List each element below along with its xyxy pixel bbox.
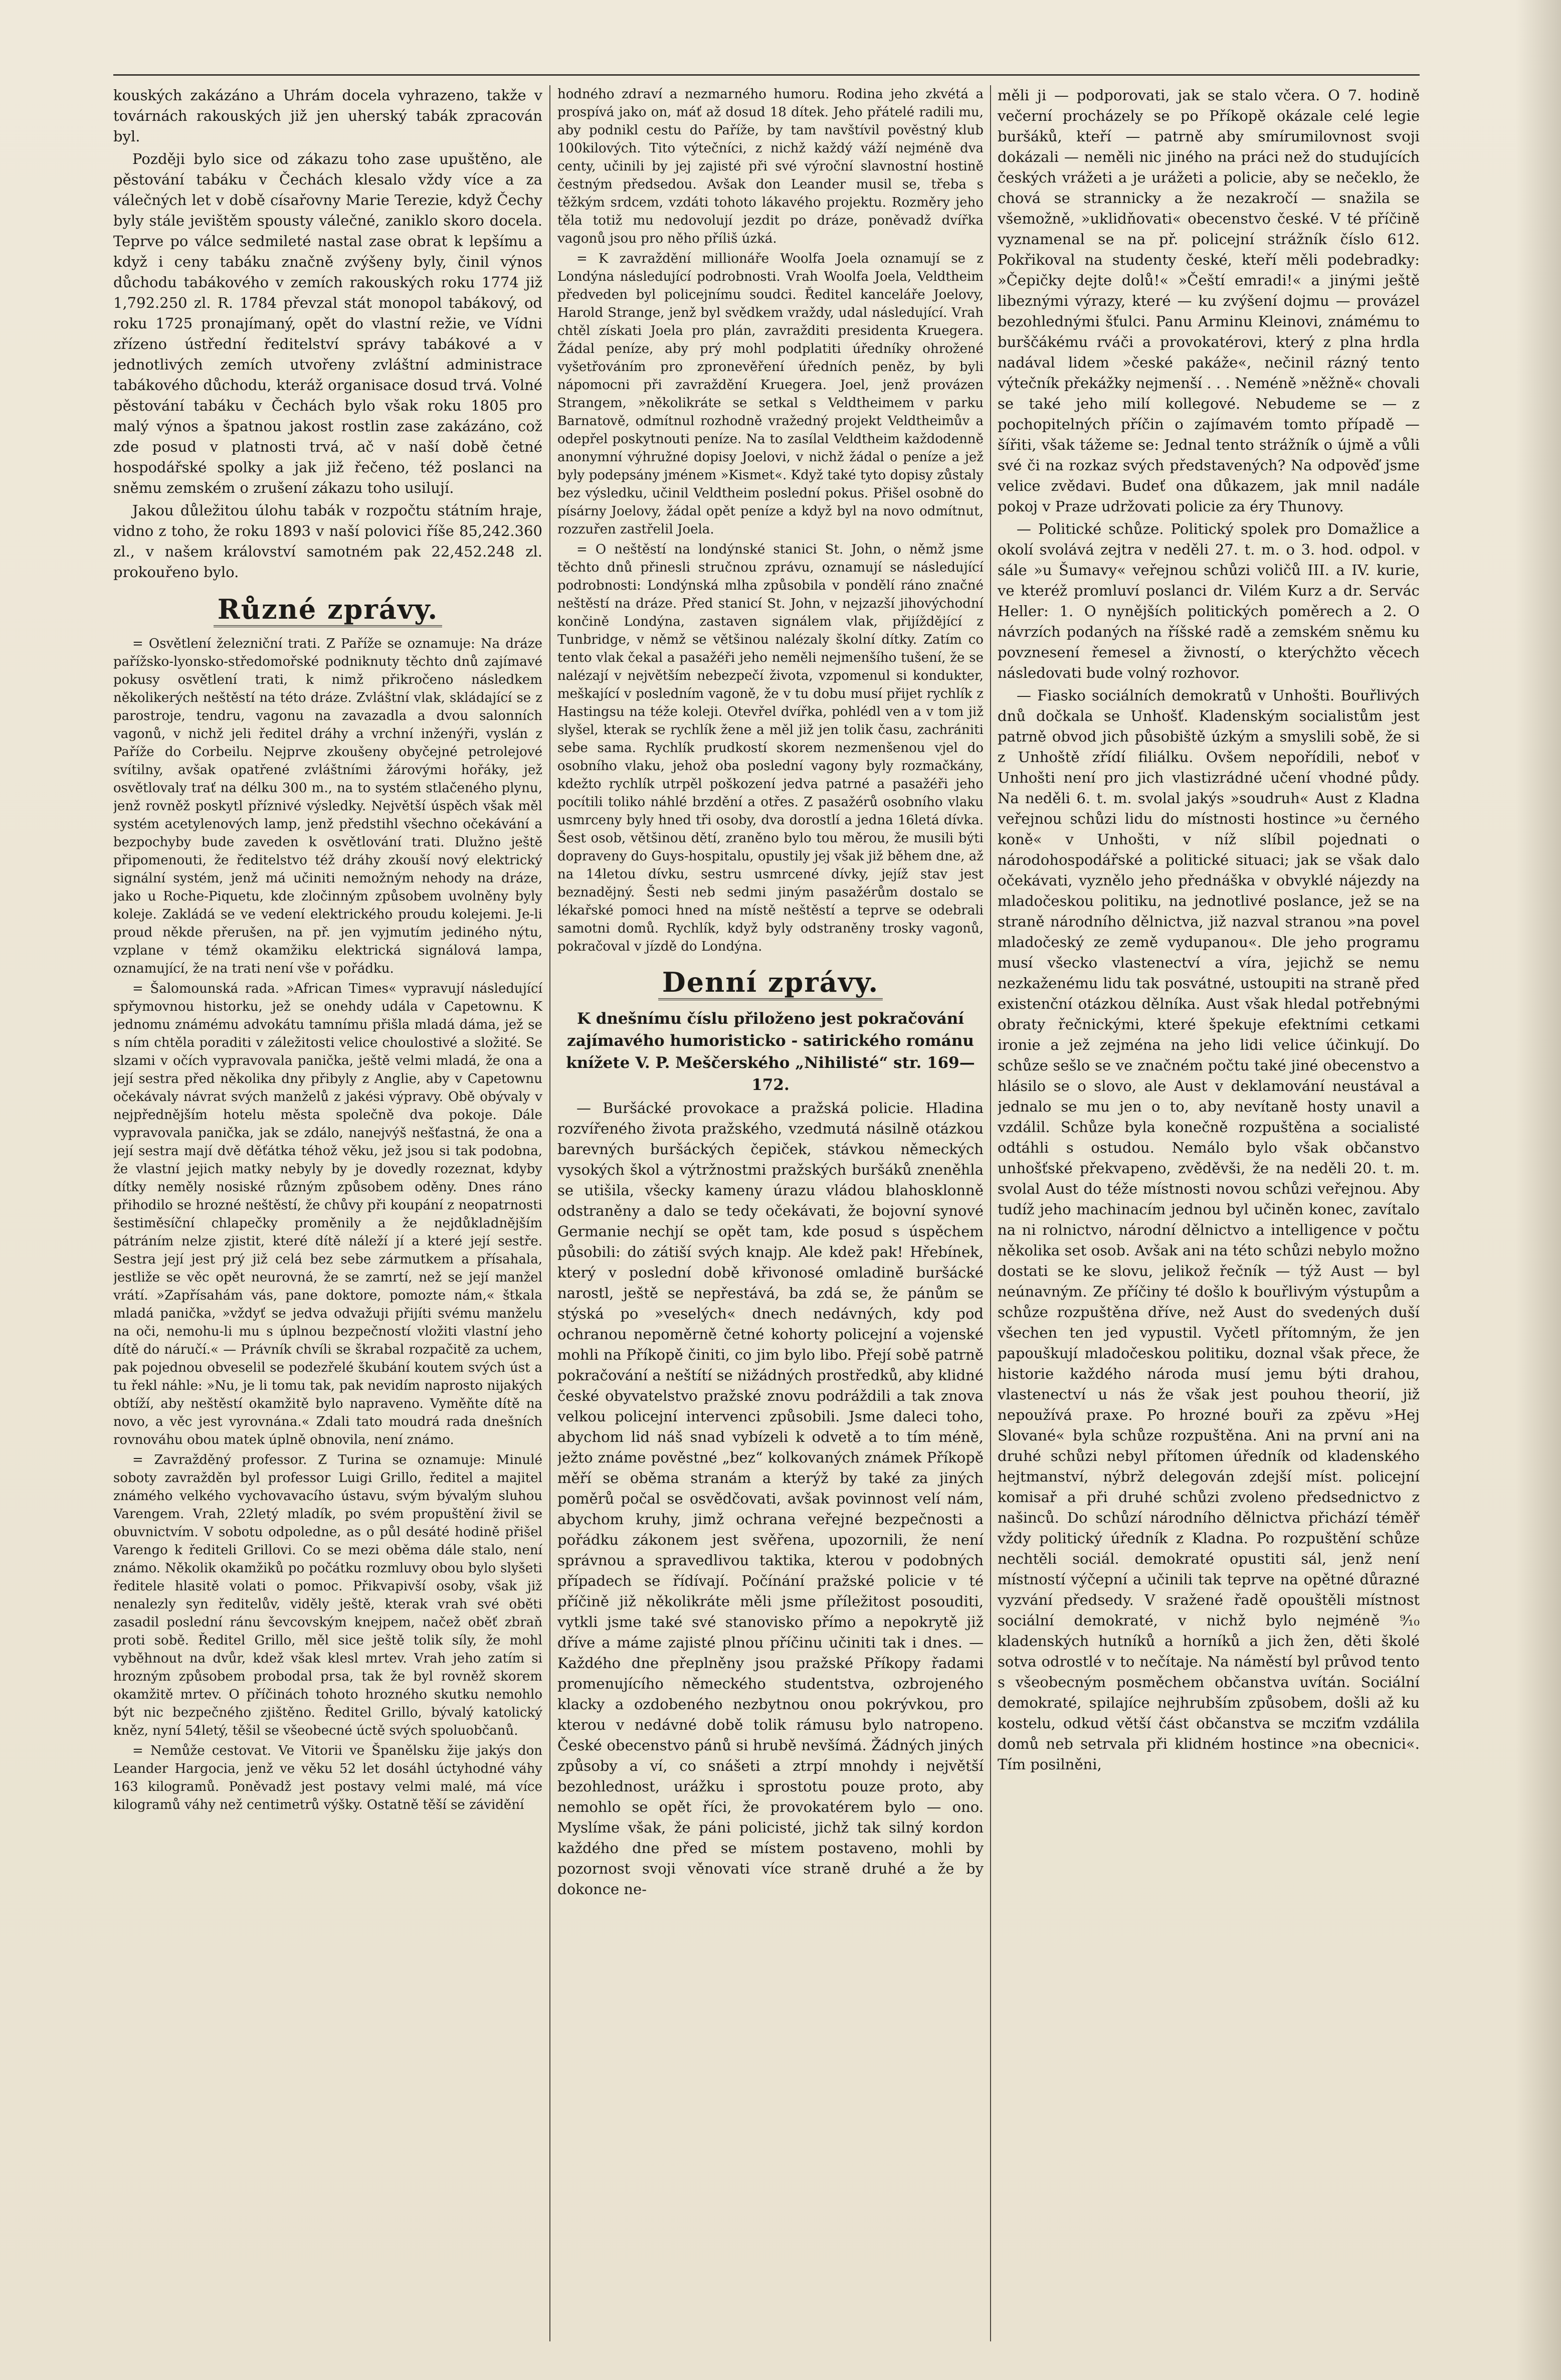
news-item: = Šalomounská rada. »African Times« vypravují následující spřymovnou historku, jež se onehdy udála v Capetownu. K jednomu známému advokátu tamnímu přišla mladá dáma, jež se s ním chtěla poraditi v záležitosti velice choulostivé a složité. Se slzami v očích vypravovala panička, ještě velmi mladá, že ona a její sestra před několika dny přibyly z Anglie, aby v Capetownu očekávaly návrat svých manželů z jakési výpravy. Obě obývaly v nejpřednějším hotelu města společně dva pokoje. Dále vypravovala panička, jak se zdálo, nanejvýš nešťastná, že ona a její sestra mají dvě děťátka téhož věku, jež jsou si tak podobna, že vlastní jejich matky nebyly by je dovedly rozeznat, kdyby dítky neměly nosiské různým způsobem oděny. Dnes ráno přihodilo se hrozné neštěstí, že chůvy při koupání z neopatrnosti šestiměsíční chlapečky proměnily a že nejdůkladnějším pátráním nelze zjistit, které dítě náleží jí a které její sestře. Sestra její jest prý již celá bez sebe zármutkem a přísahala, jestliže se věc opět neurovná, že se zamrtí, než se její manžel vrátí. »Zapřísahám vás, pane doktore, pomozte nám,« štkala mladá panička, »vždyť se jedva odvažuji přijíti svému manželu na oči, nemohu-li mu s úplnou bezpečností vložiti vlastní jeho dítě do náručí.« — Právník chvíli se škrabal rozpačitě za uchem, pak pojednou obveselil se podezřelé škubání koutem svých úst a tu řekl náhle: »Nu, je li tomu tak, pak nevidím naprosto nijakých obtíží, aby neštěstí okamžitě bylo napraveno. Vyměňte dítě na novo, a věc jest vyrovnána.« Zdali tato moudrá rada dnešních rovnováhu obou matek úplně obnovila, není známo.: [113, 981, 542, 1447]
column-1: [113, 85, 542, 2341]
news-item: = K zavraždění millionáře Woolfa Joela oznamují se z Londýna následující podrobnosti. Vrah Woolfa Joela, Veldtheim předveden byl policejnímu soudci. Ředitel kanceláře Joelovy, Harold Strange, jenž byl svědkem vraždy, udal následující. Vrah chtěl získati Joela pro plán, zavražditi presidenta Kruegera. Žádal peníze, aby prý mohl podplatiti úředníky ohrožené vyšetřováním pro zpronevěření úředních peněz, by byli nápomocni při zavraždění Kruegera. Joel, jenž provázen Strangem, »několikráte se setkal s Veldtheimem v parku Barnatově, odmítnul rozhodně vražedný projekt Veldtheimův a odepřel poskytnouti peníze. Na to zasílal Veldtheim každodenně anonymní výhružné dopisy Joelovi, v nichž žádal o peníze a jež byly podepsány jménem »Kismet«. Když také tyto dopisy zůstaly bez výsledku, učinil Veldtheim poslední pokus. Přišel osobně do písárny Joelovy, žádal opět peníze a když byl na novo odmítnut, rozzuřen zastřelil Joela.: [557, 251, 984, 537]
top-rule: [113, 74, 1420, 76]
column-rule-2: [990, 85, 991, 2341]
tobacco-article-end: kouských zakázáno a Uhrám docela vyhrazeno, takže v továrnách rakouských již jen uherský tabák zpracován byl.: [113, 87, 542, 145]
column-3: [998, 85, 1420, 2341]
news-article: — Politické schůze. Politický spolek pro Domažlice a okolí svolává zejtra v neděli 27. t. m. o 3. hod. odpol. v sále »u Šumavy« veřejnou schůzi voličů III. a IV. kurie, ve kteréž promluví poslanci dr. Vilém Kurz a dr. Servác Heller: 1. O nynějších politických poměrech a 2. O návrzích podaných na říšské radě a zemském sněmu ku povznesení řemesel a živností, o kterýchžto věcech následovati bude volný rozhovor.: [998, 520, 1420, 681]
section-heading-denni-zpravy: Denní zprávy.: [557, 965, 984, 1000]
page-edge-shadow: [1516, 0, 1561, 2380]
news-article: — Buršácké provokace a pražská policie. Hladina rozvířeného života pražského, vzedmutá násilně otázkou barevných buršáckých čepiček, stávkou německých vysokých škol a výtržnostmi pražských buršáků zneněhla se utišila, všecky kameny úrazu vládou blahosklonně odstraněny a dalo se tedy očekávati, že bojovní synové Germanie nechjí se opět tam, kde posud s úspěchem působili: do zátiší svých knajp. Ale kdež pak! Hřebínek, který v poslední době křivonosé omladině buršácké narostl, ještě se nepřestává, ba zdá se, že pánům se stýská po »veselých« dnech nedávných, kdy pod ochranou nepoměrně četné kohorty policejní a vojenské mohli na Příkopě činiti, co jim bylo libo. Přejí sobě patrně pokračování a neštítí se nižádných prostředků, aby klidné české obyvatelstvo pražské znovu podráždili a tak znova velkou policejní intervenci způsobili. Jsme daleci toho, abychom lid náš snad vybízeli k odvetě a to tím méně, ježto známe pověstné „bez“ kolkovaných známek Příkopě měří se oběma stranám a kterýž by také za jiných poměrů počal se osvědčovati, avšak povinnost velí nám, abychom kruhy, jimž ochrana veřejné bezpečnosti a pořádku zákonem jest svěřena, upozornili, že není správnou a spravedlivou taktika, kterou v podobných případech se řídívají. Počínání pražské policie v té příčině již několikráte měli jsme příležitost posouditi, vytkli jsme také své stanovisko přímo a nepokrytě již dříve a máme zajisté plnou příčinu učiniti tak i dnes. — Každého dne přeplněny jsou pražské Příkopy řadami promenujícího německého studentstva, ozbrojeného klacky a ozdobeného nezbytnou onou pokrývkou, pro kterou v nedávné době tolik rámusu bylo natropeno. České obecenstvo pánů si hrubě nevšímá. Žádných jiných způsoby a ví, co snášeti a ztrpí mnohdy i největší bezohlednost, urážku i sprostotu pouze proto, aby nemohlo se opět říci, že provokatérem bylo — ono. Myslíme však, že páni policisté, jichž tak silný kordon každého dne před se místem postaveno, mohli by pozornost svoji věnovati více straně druhé a že by dokonce ne-: [557, 1100, 984, 1898]
news-item: = Nemůže cestovat. Ve Vitorii ve Španělsku žije jakýs don Leander Hargocia, jenž ve věku 52 let dosáhl úctyhodné váhy 163 kilogramů. Poněvadž jest postavy velmi malé, má více kilogramů váhy než centimetrů výšky. Ostatně těší se závidění: [113, 1743, 542, 1812]
tobacco-article-para: Jakou důležitou úlohu tabák v rozpočtu státním hraje, vidno z toho, že roku 1893 v naší polovici říše 85,242.360 zl., v našem království samotném pak 22,452.248 zl. prokouřeno bylo.: [113, 502, 542, 581]
section-heading-ruzne-zpravy: Různé zprávy.: [113, 592, 542, 627]
supplement-notice: K dnešnímu číslu přiloženo jest pokračování zajímavého humoristicko - satirického románu knížete V. P. Meščerského „Nihilisté“ str. 169—172.: [566, 1010, 975, 1094]
news-article: — Fiasko sociálních demokratů v Unhošti. Bouřlivých dnů dočkala se Unhošť. Kladenským socialistům jest patrně obvod jich působiště úzkým a smyslili sobě, že si z Unhoště zřídí filiálku. Ovšem nepořídili, neboť v Unhošti není pro jich vlastizrádné učení vhodné půdy. Na neděli 6. t. m. svolal jakýs »soudruh« Aust z Kladna veřejnou schůzi lidu do místnosti hostince »u černého koně« v Unhošti, v níž slíbil pojednati o národohospodářské a politické situaci; jak se však dalo očekávati, vyznělo jeho přednáška v obvyklé nájezdy na mladočeskou politiku, na jednotlivé poslance, jež se na straně národního dělnictva, již nazval stranou »na povel mladočeský ze země vydupanou«. Dle jeho programu musí všecko vlastenectví a víra, jejichž se nemu nezkaženému lidu tak posvátné, ustoupiti na straně před existenční otázkou dělníka. Aust však hledal potřebnými obraty řečnickými, které špekuje efektními cetkami ironie a jež zejména na jeho lidi velice účinkují. Do schůze sešlo se ve značném počtu také jiné obecenstvo a hlásilo se o slovo, ale Aust v deklamování neustával a jednalo se mu jen o to, aby nevítaně hosty unavil a vzdálil. Schůze byla konečně rozpuštěna a socialisté odtáhli s ostudou. Nemálo bylo však občanstvo unhošťské překvapeno, zvěděvši, že na neděli 20. t. m. svolal Aust do téže místnosti novou schůzi veřejnou. Aby tudíž jeho machinacím jednou byl učiněn konec, zavítalo na ni rolnictvo, národní dělnictvo a intelligence v počtu několika set osob. Avšak ani na této schůzi nebylo možno dostati se ke slovu, jelikož řečník — týž Aust — byl neúnavným. Ze příčiny té došlo k bouřlivým výstupům a schůze rozpuštěna dříve, než Aust do svedených duší všechen ten jed vypustil. Vyčetl přítomným, že jen papouškují mladočeskou politiku, doznal však přece, že historie každého národa musí jemu býti drahou, vlastenectví u nás že však jest pouhou theorií, již nepoužívá praxe. Po hrozné bouři za zpěvu »Hej Slované« byla schůze rozpuštěna. Ani na první ani na druhé schůzi nebyl přítomen úředník od kladenského hejtmanství, nýbrž delegován zdejší míst. policejní komisař a při druhé schůzi zvoleno předsednictvo z našinců. Do schůzí národního dělnictva přichází téměř vždy politický úředník z Kladna. Po rozpuštění schůze nechtěli sociál. demokraté opustiti sál, jenž není místností výčepní a učinili tak teprve na opětné důrazné vyzvání předsedy. V sražené řadě opouštěli místnost sociální demokraté, v nichž bylo nejméně ⁹⁄₁₀ kladenských hutníků a horníků a jich žen, děti školé sotva odrostlé v to nečítaje. Na náměstí byl průvod tento s všeobecným posměchem občanstva uvítán. Sociální demokraté, spilajíce nejhrubším způsobem, došli až ku kostelu, odkud větší část občanstva se mcziťm vzdálila domů neb setrvala při klidném hostince »na obecnici«. Tím posilněni,: [998, 687, 1420, 1773]
tobacco-article-para: Později bylo sice od zákazu toho zase upuštěno, ale pěstování tabáku v Čechách klesalo vždy více a za válečných let v době císařovny Marie Terezie, když Čechy byly stále jevištěm spousty válečné, zaniklo skoro docela. Teprve po válce sedmileté nastal zase obrat k lepšímu a když i ceny tabáku značně zvýšeny byly, činil výnos důchodu tabákového v zemích rakouských roku 1774 již 1,792.250 zl. R. 1784 převzal stát monopol tabákový, od roku 1725 pronajímaný, opět do vlastní režie, ve Vídni zřízeno ústřední ředitelství správy tabákové a v jednotlivých zemích utvořeny zvláštní administrace tabákového důchodu, kteráž organisace dosud trvá. Volné pěstování tabáku v Čechách bylo však roku 1805 pro malý výnos a špatnou jakost rostlin zase zakázáno, což zde posud v platnosti trvá, ač v naší době četné hospodářské spolky a jak již řečeno, též poslanci na sněmu zemském o zrušení zákazu toho usilují.: [113, 150, 542, 496]
news-item-continued: hodného zdraví a nezmarného humoru. Rodina jeho zkvétá a prospívá jako on, máť až dosud 18 dítek. Jeho přátelé radili mu, aby podnikl cestu do Paříže, by tam navštívil pověstný klub 100kilových. Tito výtečníci, z nichž každý váží nejméně dva centy, učinili by jej zajisté při své výroční slavnostní hostině čestným předsedou. Avšak don Leander musil se, třeba s těžkým srdcem, vzdáti tohoto lákavého projektu. Rozměry jeho těla totiž mu nedovolují jezdit po dráze, poněvadž dvířka vagonů jsou pro něho příliš úzká.: [557, 87, 984, 246]
news-article-continued: měli ji — podporovati, jak se stalo včera. O 7. hodině večerní procházely se po Příkopě okázale celé legie buršáků, kteří — patrně aby smírumilovnost svoji dokázali — neměli nic jiného na práci než do studujících českých vrážeti a je urážeti a policie, aby se nečeklo, že chová se strannicky a že nezakročí — snažila se všemožně, »uklidňovati« obecenstvo české. V té příčině vyznamenal se na př. policejní strážník číslo 612. Pokřikoval na studenty české, kteří měli podebradky: »Čepičky dejte dolů!« »Čeští emradi!« a jinými ještě libeznými výrazy, které — ku zvýšení dojmu — provázel bezohlednými šťulci. Panu Arminu Kleinovi, známému to burščákému rváči a provokatérovi, který z plna hrdla nadával lidem »české pakáže«, nečinil rázný tento výtečník překážky nejmenší . . . Neméně »něžně« chovali se také jeho milí kollegové. Nebudeme se — z pochopitelných příčin o zajímavém tomto případě — šířiti, však tážeme se: Jednal tento strážník o újmě a vůli své či na rozkaz svých představených? Na odpověď jsme velice zvědavi. Budeť ona důkazem, jak mnil nadále pokoj v Praze udržovati policie za éry Thunovy.: [998, 87, 1420, 515]
news-item: = Osvětlení železniční trati. Z Paříže se oznamuje: Na dráze pařížsko-lyonsko-středomořské podniknuty těchto dnů zajímavé pokusy osvětlení trati, k nimž přikročeno následkem několikerých neštěstí na této dráze. Zvláštní vlak, skládající se z parostroje, tendru, vagonu na zavazadla a dvou salonních vagonů, v nichž jeli ředitel dráhy a vrchní inženýři, vyslán z Paříže do Corbeilu. Nejprve zkoušeny obyčejné petrolejové svítilny, avšak opatřené zvláštními žárovými hořáky, jež osvětlovaly trať na délku 300 m., na to systém stlačeného plynu, jenž rovněž poskytl příznivé výsledky. Největší úspěch však měl systém acetylenových lamp, jenž předstihl všechno očekávání a bezpochyby bude zaveden k osvětlování trati. Dlužno ještě připomenouti, že ředitelstvo též dráhy zkouší nový elektrický signální systém, jenž má učiniti nemožným nehody na dráze, jako u Roche-Piquetu, kde zločinným způsobem uvolněny byly koleje. Zakládá se ve vedení elektrického proudu kolejemi. Je-li proud někde přerušen, na př. jen vyjmutím jediného nýtu, vzplane v témž okamžiku elektrická signálová lampa, oznamující, že na trati není vše v pořádku.: [113, 636, 542, 976]
news-item: = Zavražděný professor. Z Turina se oznamuje: Minulé soboty zavražděn byl professor Luigi Grillo, ředitel a majitel známého velkého vychovavacího ústavu, svým bývalým sluhou Varengem. Vrah, 22letý mladík, po svém propuštění živil se obuvnictvím. V sobotu odpoledne, as o půl desáté hodině přišel Varengo k řediteli Grillovi. Co se mezi oběma dále stalo, není známo. Několik okamžiků po počátku rozmluvy obou bylo slyšeti ředitele hlasitě volati o pomoc. Přikvapivší osoby, však již nenalezly syn ředitelův, viděly ještě, kterak vrah své oběti zasadil poslední ránu ševcovským knejpem, načež oběť zbraň proti sobě. Ředitel Grillo, měl sice ještě tolik síly, že mohl vyběhnout na dvůr, kdež však klesl mrtev. Vrah jeho zatím si hrozným způsobem probodal prsa, tak že byl rovněž skorem okamžitě mrtev. O příčinách tohoto hrozného skutku nemohlo být nic bezpečného zjištěno. Ředitel Grillo, bývalý katolický kněz, nyní 54letý, těšil se všeobecné úctě svých spoluobčanů.: [113, 1452, 542, 1738]
column-2: [557, 85, 984, 2341]
column-rule-1: [549, 85, 550, 2341]
news-item: = O neštěstí na londýnské stanici St. John, o němž jsme těchto dnů přinesli stručnou zprávu, oznamují se následující podrobnosti: Londýnská mlha způsobila v pondělí ráno značné neštěstí na dráze. Před stanicí St. John, v nejzazší jihovýchodní končině Londýna, zastaven signálem vlak, přijíždějící z Tunbridge, v němž se většinou nalézaly školní dítky. Zatím co tento vlak čekal a pasažéři jeho neměli nejmenšího tušení, že se nalézají v největším nebezpečí života, vzpomenul si kondukter, meškající v posledním vagoně, že v tu dobu musí přijet rychlík z Hastingsu na téže koleji. Otevřel dvířka, pohlédl ven a v tom již slyšel, kterak se rychlík žene a měl již jen tolik času, zachrániti sebe sama. Rychlík prudkostí skorem nezmenšenou vjel do osobního vlaku, jehož oba poslední vagony byly rozmačkány, kdežto rychlík utrpěl poškození jedva patrné a pasažéři jeho pocítili toliko náhlé brzdění a otřes. Z pasažérů osobního vlaku usmrceny byly hned tři osoby, dva dorostlí a jedna 16letá dívka. Šest osob, většinou dětí, zraněno bylo tou měrou, že musili býti dopraveny do Guys-hospitalu, opustily jej však již během dne, až na 14letou dívku, sestru usmrcené dívky, jejíž stav jest beznadějný. Šesti neb sedmi jiným pasažérům dostalo se lékařské pomoci hned na místě neštěstí a teprve se odebrali samotni domů. Rychlík, když byly odstraněny trosky vagonů, pokračoval v jízdě do Londýna.: [557, 542, 984, 954]
